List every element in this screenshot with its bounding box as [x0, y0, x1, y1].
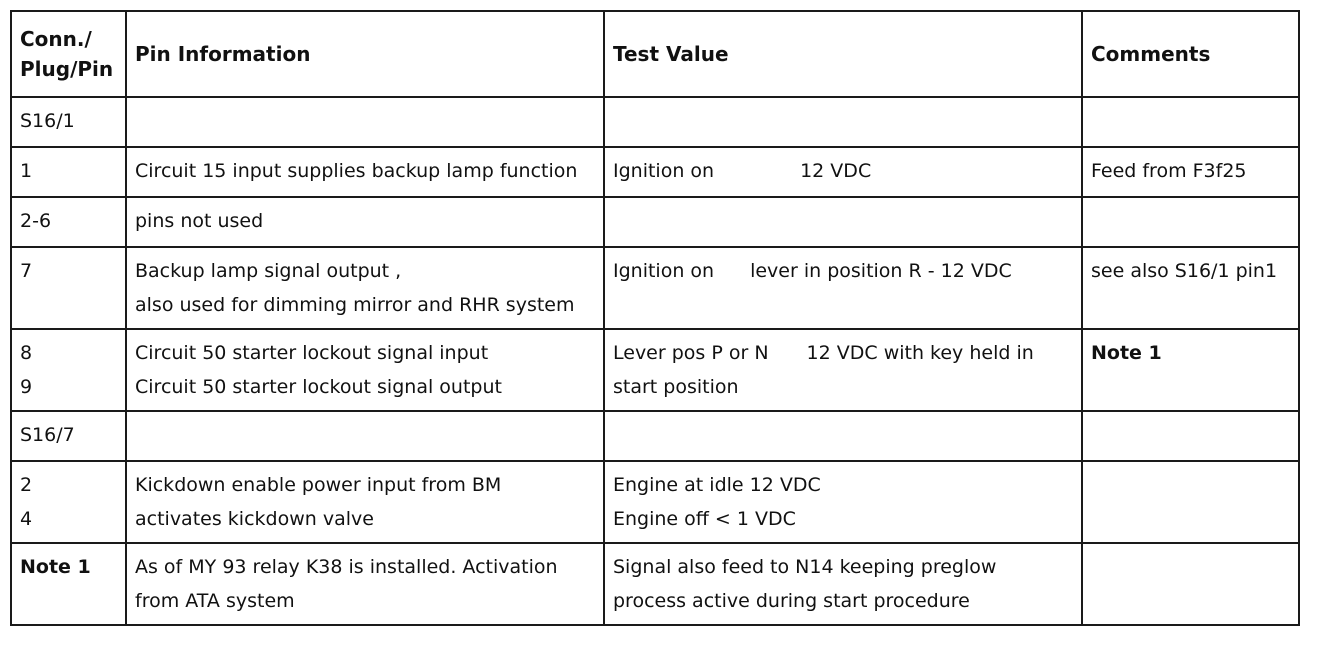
cell-pin-info — [126, 329, 604, 411]
cell-conn — [11, 329, 126, 411]
cell-test-value — [604, 329, 1082, 411]
test-condition: Lever pos P or N — [613, 342, 769, 364]
header-test-value: Test Value — [604, 11, 1082, 97]
cell-conn: S16/1 — [11, 97, 126, 147]
table-row — [11, 543, 1299, 625]
pin-info-line: As of MY 93 relay K38 is installed. Activation — [135, 556, 558, 578]
test-value-line: Engine off < 1 VDC — [613, 508, 796, 530]
cell-comment: see also S16/1 pin1 — [1082, 247, 1299, 329]
table-row — [11, 197, 1299, 247]
test-value-line: Engine at idle 12 VDC — [613, 474, 821, 496]
cell-test-value — [604, 147, 1082, 197]
cell-conn: Note 1 — [11, 543, 126, 625]
table-row — [11, 247, 1299, 329]
conn-line: 9 — [20, 376, 33, 398]
table-row — [11, 329, 1299, 411]
table-row — [11, 97, 1299, 147]
pin-information-table — [10, 10, 1300, 626]
cell-comment — [1082, 543, 1299, 625]
cell-conn: 7 — [11, 247, 126, 329]
header-conn-plug-pin — [11, 11, 126, 97]
cell-comment — [1082, 197, 1299, 247]
cell-comment — [1082, 411, 1299, 461]
pin-info-line: activates kickdown valve — [135, 508, 374, 530]
conn-line: 4 — [20, 508, 33, 530]
test-condition: Ignition on — [613, 260, 715, 282]
header-conn-line1: Conn./ — [20, 27, 92, 51]
cell-pin-info — [126, 247, 604, 329]
cell-comment: Note 1 — [1082, 329, 1299, 411]
pin-info-line: from ATA system — [135, 590, 295, 612]
test-value: 12 VDC with key held in — [806, 342, 1034, 364]
table-header-row — [11, 11, 1299, 97]
test-value-line: process active during start procedure — [613, 590, 970, 612]
cell-pin-info — [126, 411, 604, 461]
pin-info-line: also used for dimming mirror and RHR system — [135, 294, 575, 316]
cell-pin-info — [126, 461, 604, 543]
cell-test-value — [604, 197, 1082, 247]
table-row — [11, 411, 1299, 461]
table-row — [11, 461, 1299, 543]
cell-conn — [11, 461, 126, 543]
header-comments: Comments — [1082, 11, 1299, 97]
cell-comment: Feed from F3f25 — [1082, 147, 1299, 197]
test-value-line: start position — [613, 376, 739, 398]
pin-info-line: Kickdown enable power input from BM — [135, 474, 502, 496]
cell-comment — [1082, 461, 1299, 543]
cell-conn: 2-6 — [11, 197, 126, 247]
test-condition: Ignition on — [613, 160, 715, 182]
cell-conn: S16/7 — [11, 411, 126, 461]
cell-test-value — [604, 461, 1082, 543]
header-conn-line2: Plug/Pin — [20, 57, 114, 81]
test-value: lever in position R - 12 VDC — [750, 260, 1012, 282]
conn-line: 2 — [20, 474, 33, 496]
pin-info-line: Circuit 50 starter lockout signal output — [135, 376, 502, 398]
test-value: 12 VDC — [800, 160, 872, 182]
cell-conn: 1 — [11, 147, 126, 197]
cell-test-value — [604, 247, 1082, 329]
cell-test-value — [604, 97, 1082, 147]
cell-test-value — [604, 411, 1082, 461]
test-value-line: Signal also feed to N14 keeping preglow — [613, 556, 997, 578]
cell-pin-info — [126, 543, 604, 625]
pin-info-line: Backup lamp signal output , — [135, 260, 402, 282]
conn-line: 8 — [20, 342, 33, 364]
pin-info-line: Circuit 50 starter lockout signal input — [135, 342, 489, 364]
cell-pin-info — [126, 97, 604, 147]
cell-comment — [1082, 97, 1299, 147]
cell-test-value — [604, 543, 1082, 625]
table-row — [11, 147, 1299, 197]
header-pin-information: Pin Information — [126, 11, 604, 97]
cell-pin-info: Circuit 15 input supplies backup lamp function — [126, 147, 604, 197]
cell-pin-info: pins not used — [126, 197, 604, 247]
